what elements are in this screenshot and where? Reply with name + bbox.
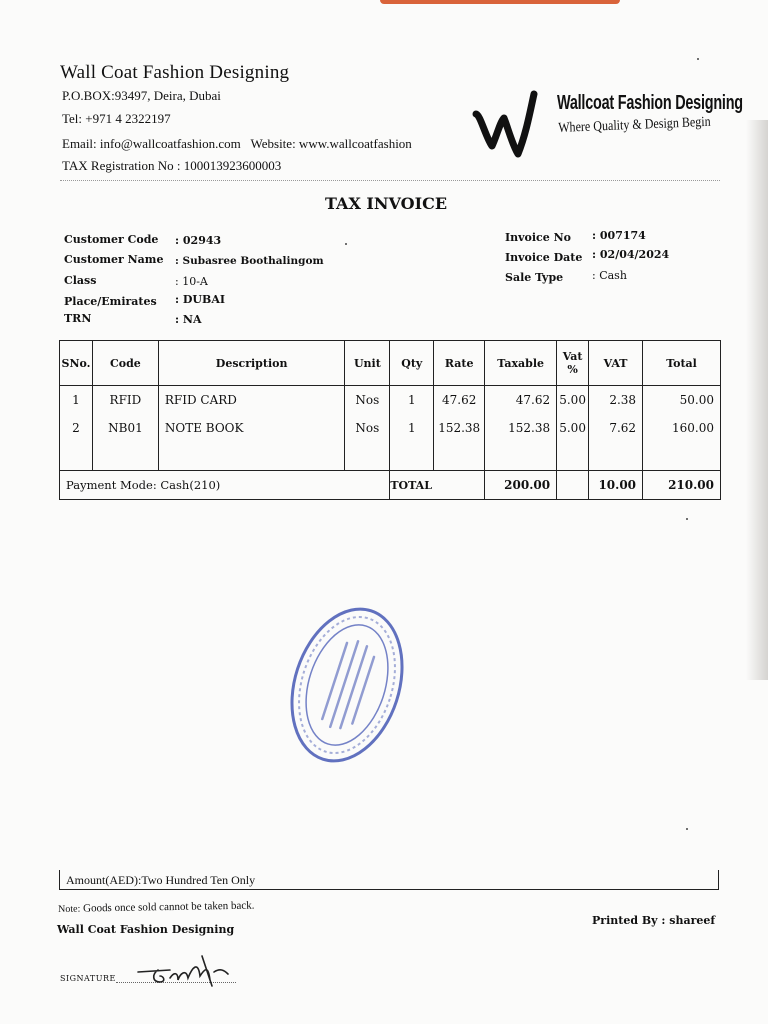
cell-total: 50.00 xyxy=(643,386,721,415)
cell-qty: 1 xyxy=(390,386,434,415)
paper-edge xyxy=(380,0,620,4)
signature-label: SIGNATURE xyxy=(60,974,116,983)
trn-value: : NA xyxy=(175,313,202,326)
col-header-rate: Rate xyxy=(434,341,485,386)
cell-unit: Nos xyxy=(345,414,390,442)
table-row xyxy=(60,414,721,442)
col-header-taxable: Taxable xyxy=(485,341,557,386)
company-tax-registration: TAX Registration No : 100013923600003 xyxy=(62,158,282,173)
cell-code: NB01 xyxy=(92,414,158,442)
invoice-date-value: : 02/04/2024 xyxy=(592,248,670,261)
total-taxable: 200.00 xyxy=(485,471,557,500)
page-shadow xyxy=(746,120,768,680)
col-header-vat-percent: Vat % xyxy=(557,341,589,386)
items-table xyxy=(59,340,721,500)
company-website: Website: www.wallcoatfashion xyxy=(250,136,412,151)
place-value: : DUBAI xyxy=(175,293,225,306)
invoice-no-value: : 007174 xyxy=(592,229,646,242)
table-header-row xyxy=(60,341,721,386)
cell-description: NOTE BOOK xyxy=(158,414,345,442)
col-header-code: Code xyxy=(92,341,158,386)
company-tel: Tel: +971 4 2322197 xyxy=(62,111,171,126)
amount-in-words: Amount(AED):Two Hundred Ten Only xyxy=(59,870,719,890)
brand-name: Wallcoat Fashion Designing xyxy=(557,92,743,114)
printed-by: Printed By : shareef xyxy=(592,914,716,927)
header-divider xyxy=(60,180,720,181)
col-header-description: Description xyxy=(158,341,345,386)
brand-tagline: Where Quality & Design Begin xyxy=(558,114,711,136)
company-pobox: P.O.BOX:93497, Deira, Dubai xyxy=(62,88,221,103)
note xyxy=(58,900,255,915)
scan-speck xyxy=(686,518,688,520)
trn-label: TRN xyxy=(64,312,92,325)
company-email xyxy=(62,136,412,152)
totals-row xyxy=(60,471,721,500)
cell-rate: 152.38 xyxy=(434,414,485,442)
table-empty-space xyxy=(60,442,721,471)
cell-vat-percent: 5.00 xyxy=(557,386,589,415)
total-amount: 210.00 xyxy=(643,471,721,500)
cell-description: RFID CARD xyxy=(158,386,345,415)
table-row xyxy=(60,386,721,415)
invoice-date-label: Invoice Date xyxy=(505,251,583,264)
customer-name-label: Customer Name xyxy=(64,253,164,266)
cell-vat-percent: 5.00 xyxy=(557,414,589,442)
cell-taxable: 47.62 xyxy=(485,386,557,415)
brand-logo xyxy=(470,88,550,164)
customer-code-label: Customer Code xyxy=(64,233,159,246)
cell-total: 160.00 xyxy=(643,414,721,442)
class-value: : 10-A xyxy=(175,275,208,288)
col-header-total: Total xyxy=(643,341,721,386)
invoice-title: TAX INVOICE xyxy=(325,194,448,213)
class-label: Class xyxy=(64,274,97,287)
note-key: Note: xyxy=(58,903,81,915)
col-header-vat: VAT xyxy=(589,341,643,386)
col-header-unit: Unit xyxy=(345,341,390,386)
scan-speck xyxy=(697,58,699,60)
col-header-sno: SNo. xyxy=(60,341,93,386)
note-text: Goods once sold cannot be taken back. xyxy=(82,899,255,915)
total-label: TOTAL xyxy=(390,471,485,500)
cell-unit: Nos xyxy=(345,386,390,415)
scan-speck xyxy=(345,243,347,245)
payment-mode: Payment Mode: Cash(210) xyxy=(60,471,390,500)
company-email-text: Email: info@wallcoatfashion.com xyxy=(62,136,241,151)
sale-type-label: Sale Type xyxy=(505,271,564,284)
cell-sno: 1 xyxy=(60,386,93,415)
cell-qty: 1 xyxy=(390,414,434,442)
scan-speck xyxy=(686,828,688,830)
footer-company-name: Wall Coat Fashion Designing xyxy=(57,923,235,936)
cell-rate: 47.62 xyxy=(434,386,485,415)
sale-type-value: : Cash xyxy=(592,269,627,282)
cell-taxable: 152.38 xyxy=(485,414,557,442)
cell-code: RFID xyxy=(92,386,158,415)
customer-code-value: : 02943 xyxy=(175,234,222,247)
cell-sno: 2 xyxy=(60,414,93,442)
company-name: Wall Coat Fashion Designing xyxy=(60,62,290,83)
col-header-qty: Qty xyxy=(390,341,434,386)
invoice-no-label: Invoice No xyxy=(505,231,571,244)
cell-vat: 2.38 xyxy=(589,386,643,415)
handwritten-signature xyxy=(130,950,240,992)
place-label: Place/Emirates xyxy=(64,295,157,308)
total-vat: 10.00 xyxy=(589,471,643,500)
cell-vat: 7.62 xyxy=(589,414,643,442)
customer-name-value: : Subasree Boothalingom xyxy=(175,255,324,267)
school-seal-stamp xyxy=(282,600,412,770)
